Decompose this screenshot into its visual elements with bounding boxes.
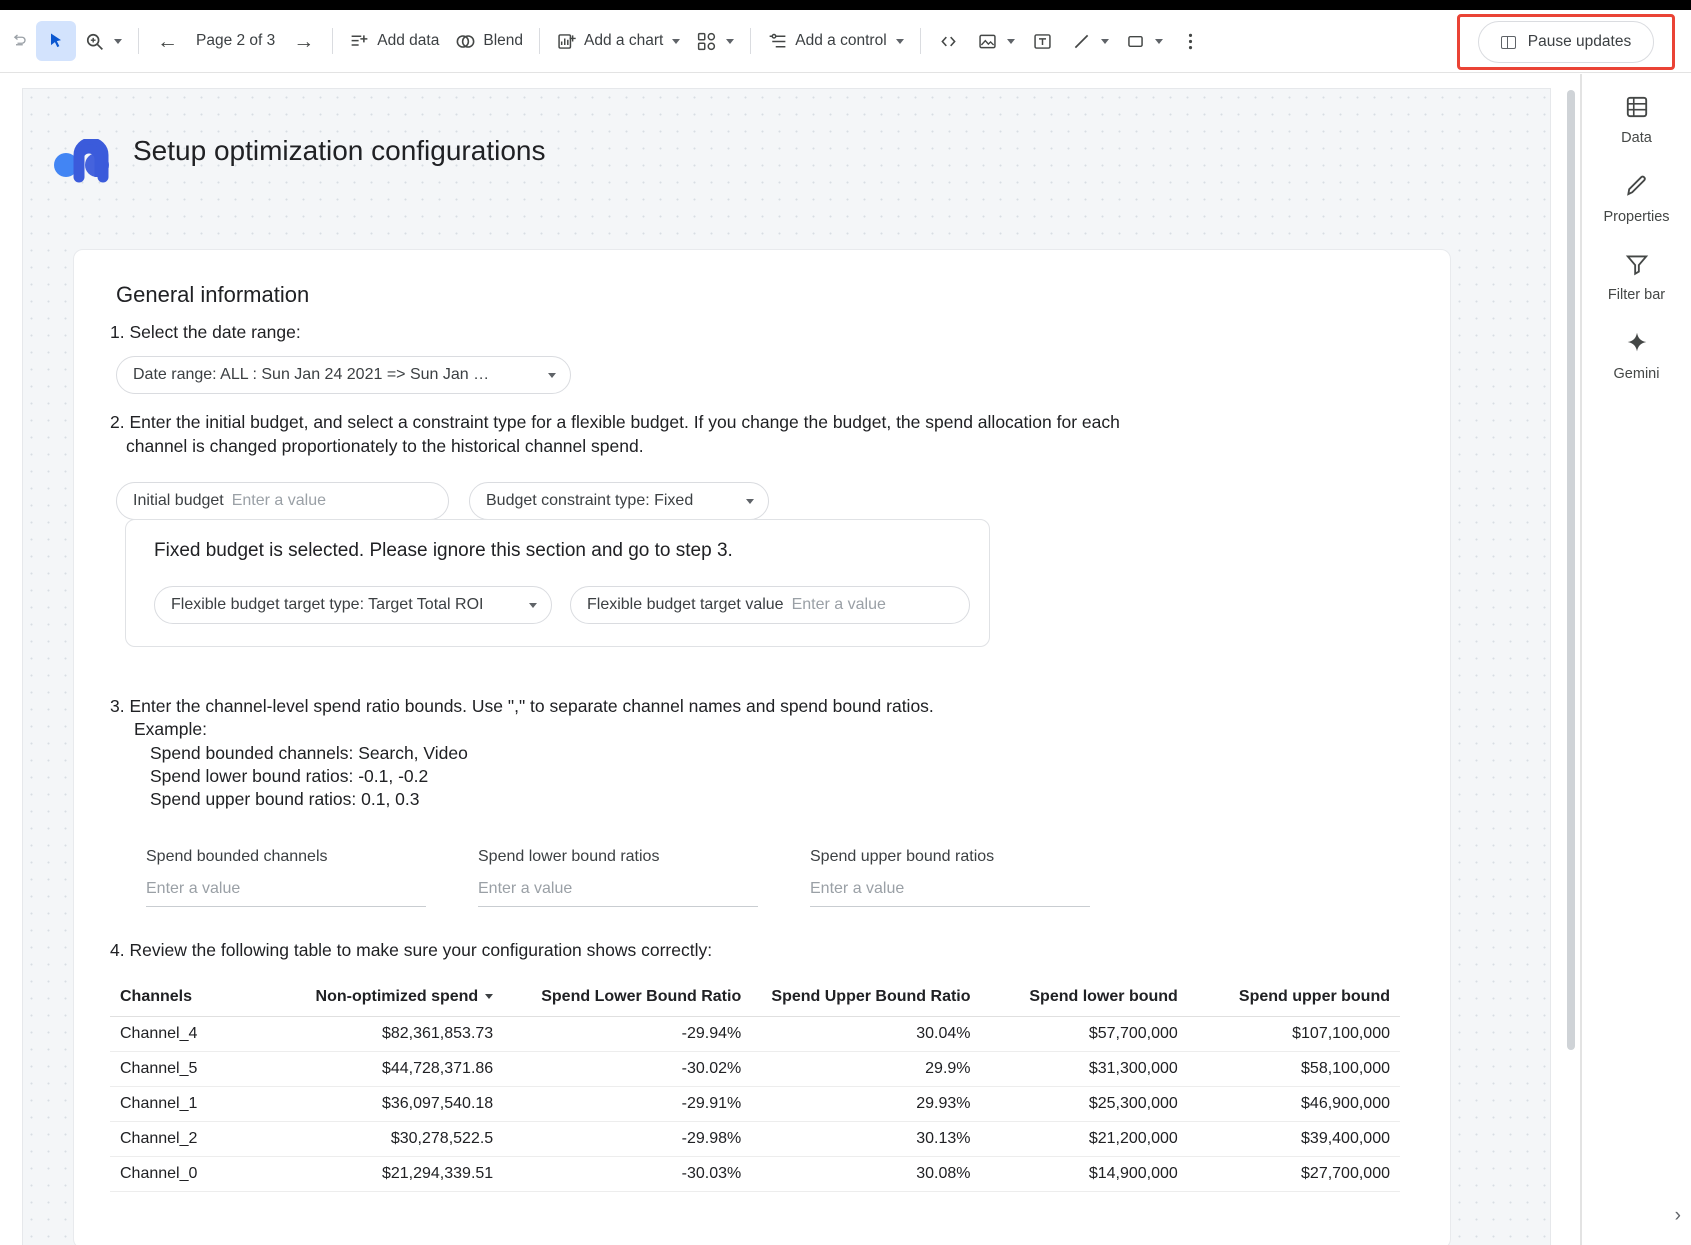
- spend-bounded-channels-label: Spend bounded channels: [146, 848, 328, 865]
- image-icon[interactable]: [969, 21, 1023, 61]
- cell-channel: Channel_1: [110, 1087, 266, 1122]
- cell-spend-lower-bound: $57,700,000: [981, 1017, 1188, 1052]
- cell-spend-lower-bound: $21,200,000: [981, 1122, 1188, 1157]
- cell-spend-lower-bound-ratio: -30.03%: [503, 1157, 751, 1192]
- arrow-right-icon[interactable]: →: [293, 29, 315, 53]
- cell-spend-upper-bound-ratio: 30.13%: [751, 1122, 980, 1157]
- initial-budget-control[interactable]: [116, 482, 449, 520]
- date-range-label: Date range: ALL : Sun Jan 24 2021 => Sun Jan …: [133, 366, 490, 383]
- flexible-budget-target-value-label: Flexible budget target value: [587, 596, 784, 613]
- arrow-left-icon[interactable]: ←: [157, 29, 178, 53]
- pause-updates-button[interactable]: [1478, 21, 1654, 63]
- cell-spend-upper-bound: $107,100,000: [1188, 1017, 1400, 1052]
- community-visualizations-icon[interactable]: [688, 21, 742, 61]
- step3-line4: Spend lower bound ratios: -0.1, -0.2: [150, 765, 429, 786]
- rail-item-gemini[interactable]: [1585, 330, 1689, 383]
- cell-spend-lower-bound: $14,900,000: [981, 1157, 1188, 1192]
- chevron-down-icon: [548, 373, 556, 378]
- flexible-budget-target-value-input[interactable]: Enter a value: [791, 596, 886, 613]
- step2-label: [110, 411, 1220, 458]
- rail-item-properties-label: Properties: [1603, 208, 1670, 225]
- rail-item-data-label: Data: [1621, 130, 1652, 146]
- table-row[interactable]: [110, 1122, 1400, 1157]
- cell-spend-upper-bound-ratio: 30.04%: [751, 1017, 980, 1052]
- add-chart-button[interactable]: [548, 21, 688, 61]
- add-control-caret-icon: [896, 39, 904, 44]
- expand-panel-icon[interactable]: ›: [1674, 1205, 1681, 1226]
- add-control-button[interactable]: [759, 21, 911, 61]
- configuration-card: [73, 249, 1451, 1245]
- cell-spend-lower-bound-ratio: -30.02%: [503, 1052, 751, 1087]
- configuration-table: [110, 980, 1400, 1192]
- initial-budget-input[interactable]: Enter a value: [231, 492, 327, 509]
- editor-toolbar: [0, 10, 1691, 73]
- add-chart-label: Add a chart: [584, 32, 664, 49]
- flexible-budget-target-type-label: Flexible budget target type: Target Total ROI: [171, 596, 484, 613]
- table-row[interactable]: [110, 1052, 1400, 1087]
- cell-spend-lower-bound-ratio: -29.94%: [503, 1017, 751, 1052]
- toolbar-divider: [750, 28, 751, 54]
- embed-code-icon[interactable]: [929, 21, 969, 61]
- page-navigation: [147, 31, 324, 52]
- blend-label: Blend: [483, 32, 524, 49]
- cell-spend-upper-bound: $27,700,000: [1188, 1157, 1400, 1192]
- budget-constraint-type-control[interactable]: [469, 482, 769, 520]
- line-icon[interactable]: [1063, 21, 1117, 61]
- cell-spend-upper-bound-ratio: 29.93%: [751, 1087, 980, 1122]
- column-header-spend-upper-bound-ratio[interactable]: Spend Upper Bound Ratio: [751, 980, 980, 1017]
- rail-item-data[interactable]: [1585, 94, 1689, 147]
- add-control-label: Add a control: [795, 32, 887, 49]
- zoom-caret-icon: [114, 39, 122, 44]
- column-header-channels[interactable]: Channels: [110, 980, 266, 1017]
- step2-line1: 2. Enter the initial budget, and select a constraint type for a flexible budget. If you change the budget, the spend allocation for each: [110, 412, 1120, 432]
- canvas-scrollbar[interactable]: [1567, 90, 1575, 1090]
- spend-lower-bound-ratios-field: [478, 848, 758, 907]
- step4-label: 4. Review the following table to make sure your configuration shows correctly:: [110, 940, 713, 960]
- step3-label: [110, 695, 934, 811]
- spend-bounded-channels-field: [146, 848, 426, 907]
- table-row[interactable]: [110, 1157, 1400, 1192]
- flexible-budget-note: Fixed budget is selected. Please ignore this section and go to step 3.: [154, 540, 733, 561]
- toolbar-divider: [539, 28, 540, 54]
- shape-icon[interactable]: [1117, 21, 1171, 61]
- chevron-down-icon: [746, 499, 754, 504]
- step3-line3: Spend bounded channels: Search, Video: [150, 742, 468, 763]
- page-indicator[interactable]: Page 2 of 3: [196, 32, 276, 49]
- spend-lower-bound-ratios-input[interactable]: Enter a value: [478, 880, 758, 907]
- cell-spend-upper-bound: $58,100,000: [1188, 1052, 1400, 1087]
- budget-constraint-type-label: Budget constraint type: Fixed: [486, 492, 694, 509]
- cell-spend-upper-bound: $46,900,000: [1188, 1087, 1400, 1122]
- image-caret-icon: [1007, 39, 1015, 44]
- cell-spend-lower-bound-ratio: -29.98%: [503, 1122, 751, 1157]
- undo-redo-icon[interactable]: [2, 21, 36, 61]
- sort-descending-icon: [485, 994, 493, 999]
- rail-item-properties[interactable]: [1585, 173, 1689, 226]
- page-title: Setup optimization configurations: [133, 135, 546, 166]
- pause-updates-label: Pause updates: [1527, 33, 1632, 50]
- right-rail: [1581, 74, 1691, 1245]
- shape-caret-icon: [1155, 39, 1163, 44]
- date-range-control[interactable]: [116, 356, 571, 394]
- cell-non-optimized-spend: $21,294,339.51: [266, 1157, 503, 1192]
- cell-non-optimized-spend: $36,097,540.18: [266, 1087, 503, 1122]
- rail-item-filter-bar-label: Filter bar: [1607, 287, 1666, 304]
- add-data-button[interactable]: [341, 21, 447, 61]
- cell-channel: Channel_2: [110, 1122, 266, 1157]
- cell-non-optimized-spend: $30,278,522.5: [266, 1122, 503, 1157]
- column-header-non-optimized-spend-label: Non-optimized spend: [315, 988, 479, 1005]
- flexible-budget-target-type-control[interactable]: [154, 586, 552, 624]
- rail-item-filter-bar[interactable]: [1585, 251, 1689, 304]
- spend-upper-bound-ratios-field: [810, 848, 1090, 907]
- cell-spend-upper-bound-ratio: 30.08%: [751, 1157, 980, 1192]
- cell-spend-lower-bound: $31,300,000: [981, 1052, 1188, 1087]
- toolbar-divider: [332, 28, 333, 54]
- table-header-row: [110, 980, 1400, 1017]
- zoom-icon[interactable]: [76, 21, 130, 61]
- step3-line2: Example:: [134, 719, 207, 740]
- pause-updates-highlight: [1457, 14, 1675, 70]
- cell-non-optimized-spend: $44,728,371.86: [266, 1052, 503, 1087]
- section-title-general-information: General information: [116, 282, 310, 307]
- column-header-spend-lower-bound[interactable]: Spend lower bound: [981, 980, 1188, 1017]
- more-vertical-icon[interactable]: [1171, 21, 1211, 61]
- spend-bounded-channels-input[interactable]: Enter a value: [146, 880, 426, 907]
- text-box-icon[interactable]: [1023, 21, 1063, 61]
- column-header-spend-lower-bound-ratio[interactable]: Spend Lower Bound Ratio: [503, 980, 751, 1017]
- cell-spend-upper-bound: $39,400,000: [1188, 1122, 1400, 1157]
- cell-channel: Channel_4: [110, 1017, 266, 1052]
- cell-spend-lower-bound: $25,300,000: [981, 1087, 1188, 1122]
- flexible-budget-section: [125, 519, 990, 647]
- step2-line2: channel is changed proportionately to the historical channel spend.: [126, 435, 644, 456]
- flexible-budget-target-value-control[interactable]: [570, 586, 970, 624]
- column-header-non-optimized-spend[interactable]: [266, 980, 503, 1017]
- community-viz-caret-icon: [726, 39, 734, 44]
- report-page: [22, 88, 1551, 1245]
- spend-lower-bound-ratios-label: Spend lower bound ratios: [478, 848, 660, 865]
- cell-spend-lower-bound-ratio: -29.91%: [503, 1087, 751, 1122]
- step3-line5: Spend upper bound ratios: 0.1, 0.3: [150, 789, 420, 810]
- table-row[interactable]: [110, 1087, 1400, 1122]
- toolbar-divider: [920, 28, 921, 54]
- table-row[interactable]: [110, 1017, 1400, 1052]
- pause-icon: [1501, 36, 1516, 49]
- step3-line1: 3. Enter the channel-level spend ratio bounds. Use "," to separate channel names and spend bound ratios.: [110, 696, 934, 716]
- rail-item-gemini-label: Gemini: [1613, 366, 1660, 383]
- spend-upper-bound-ratios-input[interactable]: Enter a value: [810, 880, 1090, 907]
- line-caret-icon: [1101, 39, 1109, 44]
- add-data-label: Add data: [377, 32, 440, 49]
- data-icon: [1624, 94, 1650, 124]
- cursor-select-icon[interactable]: [36, 21, 76, 61]
- cell-spend-upper-bound-ratio: 29.9%: [751, 1052, 980, 1087]
- cell-channel: Channel_0: [110, 1157, 266, 1192]
- step1-label: 1. Select the date range:: [110, 322, 301, 342]
- initial-budget-label: Initial budget: [133, 492, 224, 509]
- filter-icon: [1624, 251, 1650, 281]
- meridian-logo: [53, 139, 119, 183]
- add-chart-caret-icon: [672, 39, 680, 44]
- pencil-icon: [1624, 173, 1650, 203]
- spend-upper-bound-ratios-label: Spend upper bound ratios: [810, 848, 995, 865]
- chevron-down-icon: [529, 603, 537, 608]
- gemini-spark-icon: [1624, 330, 1650, 360]
- toolbar-divider: [138, 28, 139, 54]
- blend-button[interactable]: [447, 21, 531, 61]
- column-header-spend-upper-bound[interactable]: Spend upper bound: [1188, 980, 1400, 1017]
- cell-non-optimized-spend: $82,361,853.73: [266, 1017, 503, 1052]
- canvas-scrollbar-thumb[interactable]: [1567, 90, 1575, 1050]
- cell-channel: Channel_5: [110, 1052, 266, 1087]
- report-canvas: [0, 74, 1581, 1245]
- window-top-strip: [0, 0, 1691, 10]
